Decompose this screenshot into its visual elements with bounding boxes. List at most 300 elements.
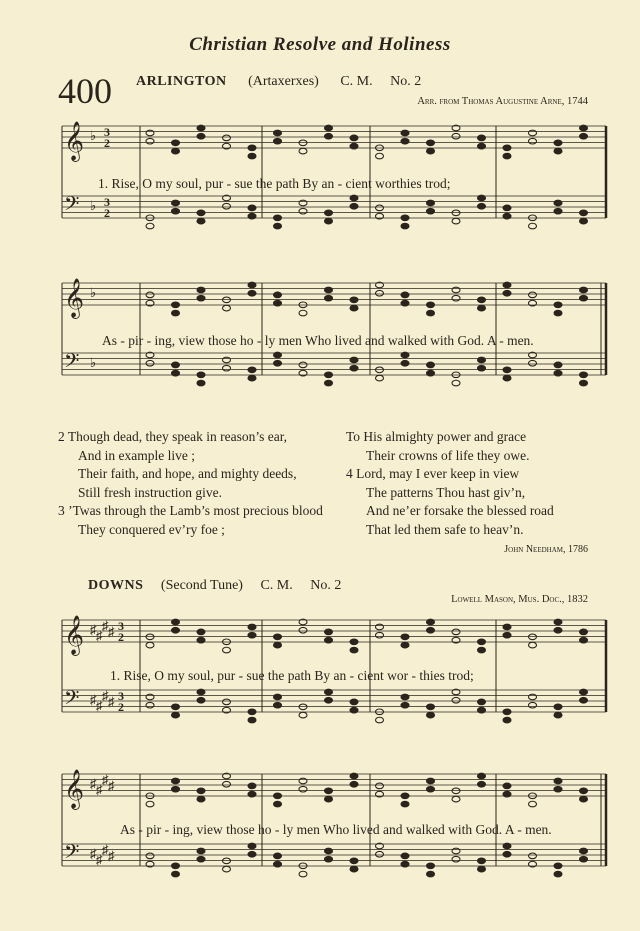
note-head: [580, 697, 588, 703]
note-head: [350, 707, 358, 713]
note-head: [503, 783, 511, 789]
note-head: [197, 856, 205, 862]
note-head: [554, 786, 562, 792]
note-head: [401, 702, 409, 708]
note-head: [478, 781, 486, 787]
lyric-line-1: 1. Rise, O my soul, pur - sue the path By an - cient worthies trod;: [98, 176, 451, 191]
note-head: [248, 282, 256, 288]
note-head: [350, 135, 358, 141]
note-head: [350, 365, 358, 371]
note-head: [274, 702, 282, 708]
note-head: [376, 783, 384, 789]
note-head: [146, 702, 154, 708]
note-head: [299, 362, 307, 368]
note-head: [325, 125, 333, 131]
note-head: [197, 689, 205, 695]
note-head: [172, 712, 180, 718]
note-head: [554, 370, 562, 376]
stanza-line: And ne’er forsake the blessed road: [366, 503, 554, 518]
time-signature-bottom: 2: [118, 700, 124, 714]
note-head: [427, 370, 435, 376]
time-signature-bottom: 2: [118, 630, 124, 644]
note-head: [376, 632, 384, 638]
note-head: [427, 863, 435, 869]
note-head: [197, 629, 205, 635]
note-head: [146, 801, 154, 807]
note-head: [350, 639, 358, 645]
note-head: [299, 208, 307, 214]
sharp-icon: ♯: [90, 692, 97, 707]
note-head: [529, 130, 537, 136]
note-head: [427, 302, 435, 308]
time-signature-top: 3: [118, 619, 124, 633]
note-head: [248, 709, 256, 715]
time-signature-bottom: 2: [104, 136, 110, 150]
note-head: [554, 871, 562, 877]
note-head: [172, 863, 180, 869]
note-head: [197, 218, 205, 224]
stanza-line: The patterns Thou hast giv’n,: [366, 484, 526, 500]
stanza-line: Still fresh instruction give.: [78, 484, 222, 500]
sharp-icon: ♯: [96, 628, 103, 643]
note-head: [146, 223, 154, 229]
note-head: [299, 148, 307, 154]
tune-heading-arlington: [136, 74, 421, 90]
note-head: [452, 856, 460, 862]
note-head: [478, 297, 486, 303]
note-head: [299, 310, 307, 316]
lyric-line-2: As - pir - ing, view those ho - ly men Who lived and walked with God. A - men.: [102, 333, 534, 348]
note-head: [274, 223, 282, 229]
flat-icon: ♭: [90, 355, 97, 370]
note-head: [503, 290, 511, 296]
note-head: [427, 362, 435, 368]
note-head: [350, 297, 358, 303]
note-head: [503, 145, 511, 151]
stanza-line: 4 Lord, may I ever keep in view: [346, 466, 520, 481]
note-head: [248, 783, 256, 789]
note-head: [401, 634, 409, 640]
note-head: [478, 135, 486, 141]
tune-meter: C. M.: [340, 74, 373, 89]
note-head: [401, 694, 409, 700]
note-head: [248, 153, 256, 159]
note-head: [197, 125, 205, 131]
note-head: [401, 138, 409, 144]
note-head: [248, 791, 256, 797]
note-head: [172, 362, 180, 368]
note-head: [350, 195, 358, 201]
note-head: [350, 143, 358, 149]
note-head: [427, 148, 435, 154]
note-head: [478, 773, 486, 779]
note-head: [274, 853, 282, 859]
note-head: [580, 287, 588, 293]
note-head: [554, 863, 562, 869]
note-head: [401, 352, 409, 358]
note-head: [325, 848, 333, 854]
note-head: [427, 786, 435, 792]
note-head: [350, 699, 358, 705]
note-head: [580, 210, 588, 216]
note-head: [503, 213, 511, 219]
note-head: [401, 360, 409, 366]
note-head: [580, 637, 588, 643]
note-head: [478, 203, 486, 209]
note-head: [172, 871, 180, 877]
note-head: [529, 702, 537, 708]
arranger-credit: Arr. from Thomas Augustine Arne, 1744: [417, 96, 588, 107]
sharp-icon: ♯: [108, 848, 115, 863]
note-head: [274, 360, 282, 366]
note-head: [478, 357, 486, 363]
note-head: [452, 629, 460, 635]
tune-meter: C. M.: [260, 578, 293, 593]
note-head: [401, 861, 409, 867]
sharp-icon: ♯: [90, 846, 97, 861]
tune-alt-name: (Second Tune): [160, 578, 243, 593]
note-head: [376, 851, 384, 857]
time-signature-bottom: 2: [104, 206, 110, 220]
flat-icon: ♭: [90, 128, 97, 143]
note-head: [223, 357, 231, 363]
note-head: [478, 305, 486, 311]
note-head: [274, 861, 282, 867]
note-head: [427, 200, 435, 206]
note-head: [580, 380, 588, 386]
composer-credit: Lowell Mason, Mus. Doc., 1832: [451, 594, 588, 605]
note-head: [325, 133, 333, 139]
note-head: [554, 208, 562, 214]
author-credit: John Needham, 1786: [504, 544, 588, 555]
note-head: [503, 282, 511, 288]
note-head: [350, 357, 358, 363]
stanza-line: They conquered ev’ry foe ;: [78, 521, 225, 537]
treble-clef-icon: 𝄞: [64, 615, 85, 655]
note-head: [401, 853, 409, 859]
note-head: [248, 290, 256, 296]
bass-clef-icon: 𝄢: [64, 840, 80, 868]
note-head: [529, 853, 537, 859]
bass-clef-icon: 𝄢: [64, 192, 80, 220]
note-head: [401, 292, 409, 298]
note-head: [197, 287, 205, 293]
note-head: [325, 856, 333, 862]
note-head: [427, 627, 435, 633]
note-head: [554, 302, 562, 308]
note-head: [146, 130, 154, 136]
note-head: [580, 629, 588, 635]
note-head: [580, 295, 588, 301]
note-head: [401, 215, 409, 221]
note-head: [248, 367, 256, 373]
note-head: [478, 858, 486, 864]
note-head: [146, 292, 154, 298]
note-head: [223, 135, 231, 141]
note-head: [299, 786, 307, 792]
note-head: [554, 140, 562, 146]
note-head: [197, 796, 205, 802]
note-head: [401, 300, 409, 306]
note-head: [529, 642, 537, 648]
note-head: [529, 360, 537, 366]
tune-heading-downs: [88, 578, 341, 594]
note-head: [223, 305, 231, 311]
note-head: [325, 788, 333, 794]
treble-clef-icon: 𝄞: [64, 121, 85, 161]
note-head: [223, 203, 231, 209]
note-head: [503, 632, 511, 638]
note-head: [223, 699, 231, 705]
note-head: [350, 866, 358, 872]
note-head: [146, 694, 154, 700]
note-head: [325, 629, 333, 635]
tune-name: DOWNS: [88, 578, 144, 593]
note-head: [401, 130, 409, 136]
note-head: [325, 210, 333, 216]
note-head: [503, 851, 511, 857]
note-head: [554, 619, 562, 625]
stanza-line: 2 Though dead, they speak in reason’s ear,: [58, 429, 288, 444]
stanza-line: 3 ’Twas through the Lamb’s most precious blood: [58, 503, 323, 518]
note-head: [554, 712, 562, 718]
note-head: [503, 791, 511, 797]
sharp-icon: ♯: [102, 618, 109, 633]
note-head: [580, 856, 588, 862]
note-head: [376, 205, 384, 211]
note-head: [325, 295, 333, 301]
note-head: [172, 310, 180, 316]
note-head: [172, 627, 180, 633]
note-head: [427, 778, 435, 784]
note-head: [248, 213, 256, 219]
note-head: [452, 287, 460, 293]
tune-number: No. 2: [390, 74, 422, 89]
note-head: [427, 704, 435, 710]
note-head: [274, 300, 282, 306]
note-head: [401, 793, 409, 799]
note-head: [274, 694, 282, 700]
note-head: [503, 624, 511, 630]
note-head: [172, 704, 180, 710]
note-head: [146, 853, 154, 859]
note-head: [452, 796, 460, 802]
hymn-number: 400: [58, 71, 112, 111]
note-head: [401, 223, 409, 229]
lyric-line-4: As - pir - ing, view those ho - ly men Who lived and walked with God. A - men.: [120, 822, 552, 837]
sharp-icon: ♯: [90, 622, 97, 637]
note-head: [350, 305, 358, 311]
note-head: [503, 153, 511, 159]
note-head: [427, 712, 435, 718]
note-head: [274, 801, 282, 807]
note-head: [248, 851, 256, 857]
note-head: [248, 843, 256, 849]
note-head: [452, 295, 460, 301]
sharp-icon: ♯: [96, 698, 103, 713]
note-head: [580, 133, 588, 139]
note-head: [350, 773, 358, 779]
stanza-line: And in example live ;: [78, 447, 195, 463]
stanza-line: Their faith, and hope, and mighty deeds,: [78, 466, 297, 481]
note-head: [172, 302, 180, 308]
note-head: [299, 871, 307, 877]
note-head: [376, 624, 384, 630]
note-head: [580, 788, 588, 794]
stanza-line: That led them safe to heav’n.: [366, 521, 524, 537]
note-head: [274, 138, 282, 144]
note-head: [580, 218, 588, 224]
note-head: [529, 694, 537, 700]
sharp-icon: ♯: [102, 772, 109, 787]
note-head: [529, 138, 537, 144]
note-head: [452, 133, 460, 139]
bass-clef-icon: 𝄢: [64, 686, 80, 714]
note-head: [554, 362, 562, 368]
note-head: [580, 848, 588, 854]
note-head: [223, 365, 231, 371]
note-head: [478, 639, 486, 645]
time-signature-top: 3: [118, 689, 124, 703]
treble-clef-icon: 𝄞: [64, 278, 85, 318]
note-head: [554, 310, 562, 316]
note-head: [554, 704, 562, 710]
stanza-line: To His almighty power and grace: [346, 429, 527, 444]
tune-number: No. 2: [310, 578, 342, 593]
note-head: [325, 796, 333, 802]
note-head: [274, 634, 282, 640]
note-head: [529, 801, 537, 807]
sharp-icon: ♯: [102, 842, 109, 857]
note-head: [478, 195, 486, 201]
note-head: [248, 375, 256, 381]
note-head: [223, 647, 231, 653]
note-head: [503, 717, 511, 723]
note-head: [350, 781, 358, 787]
note-head: [554, 200, 562, 206]
note-head: [197, 133, 205, 139]
note-head: [197, 295, 205, 301]
note-head: [248, 205, 256, 211]
tune-name: ARLINGTON: [136, 74, 227, 89]
note-head: [580, 125, 588, 131]
note-head: [350, 203, 358, 209]
note-head: [299, 778, 307, 784]
note-head: [172, 140, 180, 146]
note-head: [172, 200, 180, 206]
note-head: [350, 647, 358, 653]
sharp-icon: ♯: [108, 624, 115, 639]
note-head: [452, 697, 460, 703]
note-head: [223, 866, 231, 872]
note-head: [299, 627, 307, 633]
note-head: [503, 843, 511, 849]
note-head: [376, 290, 384, 296]
note-head: [478, 699, 486, 705]
flat-icon: ♭: [90, 285, 97, 300]
note-head: [401, 642, 409, 648]
note-head: [274, 352, 282, 358]
stanza-line: Their crowns of life they owe.: [366, 447, 530, 463]
note-head: [197, 788, 205, 794]
note-head: [452, 380, 460, 386]
note-head: [478, 707, 486, 713]
note-head: [452, 848, 460, 854]
stanzas-left: [58, 428, 323, 539]
note-head: [223, 781, 231, 787]
note-head: [478, 647, 486, 653]
note-head: [274, 642, 282, 648]
note-head: [376, 375, 384, 381]
note-head: [503, 709, 511, 715]
treble-clef-icon: 𝄞: [64, 769, 85, 809]
sharp-icon: ♯: [108, 694, 115, 709]
sharp-icon: ♯: [102, 688, 109, 703]
tune-alt-name: (Artaxerxes): [248, 74, 319, 89]
note-head: [580, 372, 588, 378]
note-head: [248, 632, 256, 638]
note-head: [274, 793, 282, 799]
note-head: [172, 619, 180, 625]
note-head: [274, 292, 282, 298]
note-head: [554, 148, 562, 154]
note-head: [146, 360, 154, 366]
sharp-icon: ♯: [96, 852, 103, 867]
note-head: [197, 210, 205, 216]
sharp-icon: ♯: [108, 778, 115, 793]
note-head: [172, 778, 180, 784]
note-head: [248, 717, 256, 723]
note-head: [172, 148, 180, 154]
note-head: [478, 365, 486, 371]
note-head: [376, 153, 384, 159]
sharp-icon: ♯: [96, 782, 103, 797]
note-head: [427, 140, 435, 146]
note-head: [146, 138, 154, 144]
note-head: [197, 372, 205, 378]
note-head: [529, 292, 537, 298]
note-head: [427, 310, 435, 316]
note-head: [197, 637, 205, 643]
flat-icon: ♭: [90, 198, 97, 213]
note-head: [376, 717, 384, 723]
time-signature-top: 3: [104, 195, 110, 209]
note-head: [248, 624, 256, 630]
note-head: [325, 689, 333, 695]
note-head: [325, 637, 333, 643]
bass-clef-icon: 𝄢: [64, 349, 80, 377]
note-head: [325, 287, 333, 293]
note-head: [248, 145, 256, 151]
note-head: [146, 642, 154, 648]
stanzas-right: [346, 428, 554, 539]
note-head: [325, 218, 333, 224]
note-head: [325, 372, 333, 378]
note-head: [197, 848, 205, 854]
note-head: [580, 689, 588, 695]
note-head: [274, 130, 282, 136]
note-head: [503, 205, 511, 211]
note-head: [299, 712, 307, 718]
note-head: [427, 208, 435, 214]
note-head: [478, 866, 486, 872]
note-head: [172, 370, 180, 376]
note-head: [580, 796, 588, 802]
note-head: [529, 223, 537, 229]
note-head: [350, 858, 358, 864]
sharp-icon: ♯: [90, 776, 97, 791]
note-head: [299, 200, 307, 206]
